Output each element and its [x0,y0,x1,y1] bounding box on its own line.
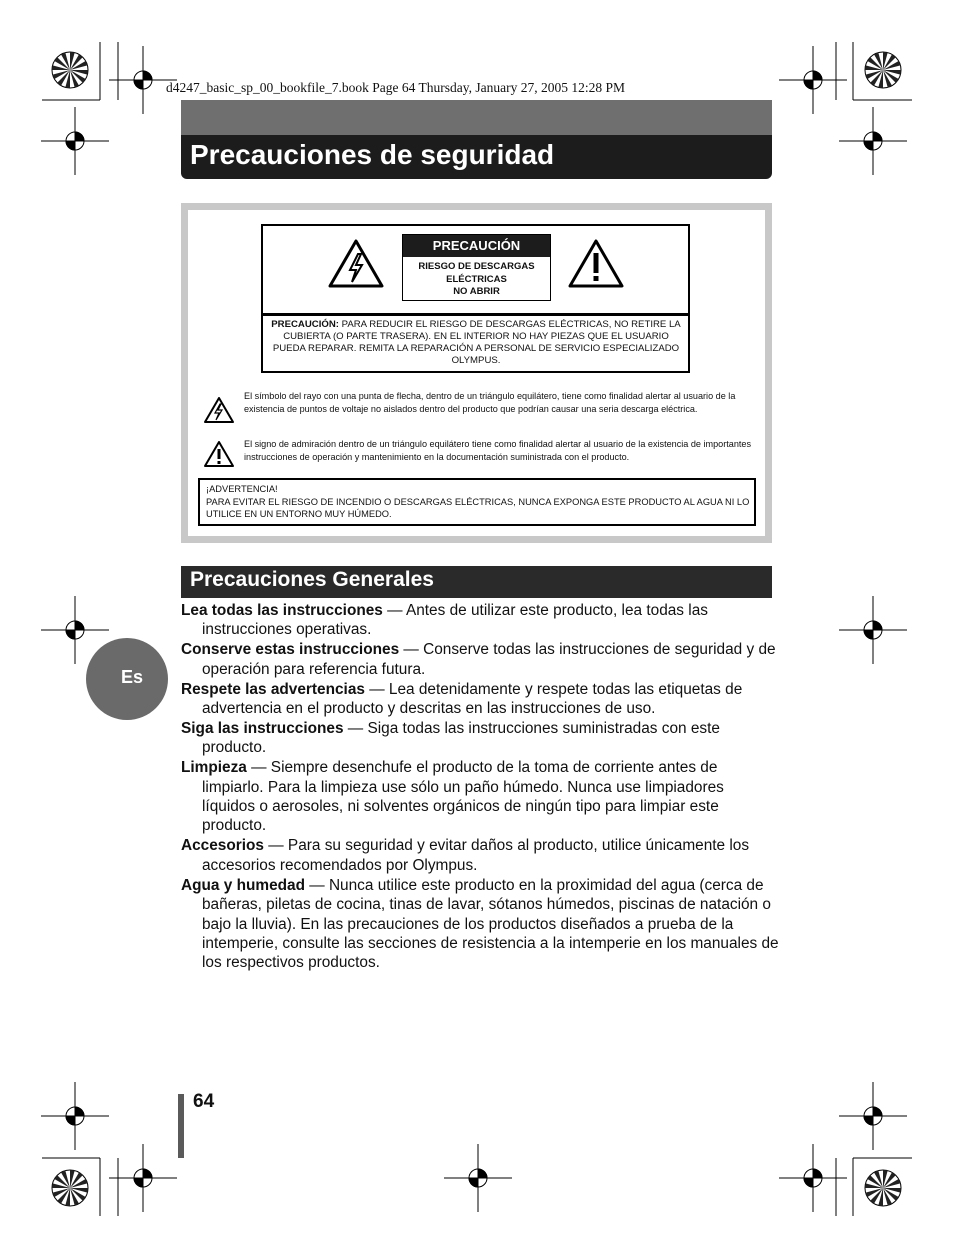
caution-label-text [403,261,550,299]
registration-crosshair-icon [779,1144,847,1212]
exclamation-symbol-icon [203,440,235,468]
caution-statement [266,319,686,367]
item-text: — Lea detenidamente y respete todas las etiquetas de advertencia en el producto y descritas en las instrucciones de uso. [202,680,743,718]
caution-divider [263,313,688,316]
item-term: Lea todas las instrucciones [181,602,383,619]
warning-text [206,483,751,521]
lightning-symbol-icon [203,396,235,424]
item-term: Conserve estas instrucciones [181,641,400,659]
registration-crosshair-icon [109,1144,177,1212]
color-registration-starburst-icon [865,1170,901,1206]
exclamation-warning-icon [568,238,624,288]
registration-crosshair-icon [839,1082,907,1150]
item-text: — Siga todas las instrucciones suministradas con este producto. [202,719,720,757]
registration-crosshair-icon [444,1144,512,1212]
registration-crosshair-icon [779,46,847,114]
caution-lead: PRECAUCIÓN: [271,319,339,330]
registration-crosshair-icon [839,107,907,175]
color-registration-starburst-icon [865,52,901,88]
label-line: RIESGO DE DESCARGAS [418,261,535,272]
lightning-symbol-description: El símbolo del rayo con una punta de flecha, dentro de un triángulo equilátero, tiene como finalidad alertar al usuario de la existencia de puntos de voltaje no aislados dentro del producto que podrían causar una seria descarga eléctrica. [244,391,736,414]
item-term: Siga las instrucciones [181,719,344,737]
lightning-warning-icon [328,238,384,288]
warning-body: PARA EVITAR EL RIESGO DE INCENDIO O DESCARGAS ELÉCTRICAS, NUNCA EXPONGA ESTE PRODUCTO AL AGUA NI LO UTILICE EN UN ENTORNO MUY HÚMEDO. [206,496,750,519]
color-registration-starburst-icon [52,1170,88,1206]
precautions-list [181,601,781,973]
item-text: — Nunca utilice este producto en la proximidad del agua (cerca de bañeras, piletas de cocina, tinas de lavar, sótanos húmedos, piscinas de natación o bajo la lluvia). En las precauciones de los productos diseñados a prueba de la intemperie, consulte las secciones de resistencia a la intemperie en los manuales de los respectivos productos. [202,876,779,972]
warning-heading: ¡ADVERTENCIA! [206,484,278,494]
book-file-info: d4247_basic_sp_00_bookfile_7.book Page 64 Thursday, January 27, 2005 12:28 PM [166,80,625,95]
exclamation-symbol-description: El signo de admiración dentro de un triángulo equilátero tiene como finalidad alertar al usuario de la existencia de importantes instrucciones de operación y mantenimiento en la documentación suministrada con el producto. [244,439,752,462]
page-number: 64 [193,1091,215,1112]
list-item [181,836,781,875]
registration-crosshair-icon [839,596,907,664]
registration-crosshair-icon [41,1082,109,1150]
page-title: Precauciones de seguridad [190,139,555,170]
caution-label-heading: PRECAUCIÓN [403,235,550,257]
item-term: Agua y humedad [181,876,305,894]
color-registration-starburst-icon [52,52,88,88]
section-title: Precauciones Generales [190,568,434,591]
item-text: — Antes de utilizar este producto, lea todas las instrucciones operativas. [202,602,708,639]
item-term: Limpieza [181,759,247,777]
list-item [181,758,781,836]
list-item [181,876,781,973]
page-number-bar [178,1094,184,1158]
list-item [181,640,781,679]
header-band [181,100,772,136]
caution-body: PARA REDUCIR EL RIESGO DE DESCARGAS ELÉCTRICAS, NO RETIRE LA CUBIERTA (O PARTE TRASERA). EN EL INTERIOR NO HAY PIEZAS QUE EL USUARIO PUEDA REPARAR. REMITA LA REPARACIÓN A PERSONAL DE SERVICIO ESPECIALIZADO OLYMPUS. [272,319,681,366]
list-item [181,601,781,640]
item-text: — Para su seguridad y evitar daños al producto, utilice únicamente los accesorios recomendados por Olympus. [202,837,750,874]
label-line: NO ABRIR [453,286,500,297]
item-text: — Siempre desenchufe el producto de la toma de corriente antes de limpiarlo. Para la limpieza use sólo un paño húmedo. Nunca use limpiadores líquidos o aerosoles, ni solventes orgánicos de ningún tipo para limpiar este producto. [202,759,724,835]
registration-crosshair-icon [41,107,109,175]
label-line: ELÉCTRICAS [446,273,507,285]
list-item [181,719,781,758]
language-tab-label: Es [120,667,144,687]
item-term: Accesorios [181,837,264,855]
item-term: Respete las advertencias [181,680,365,698]
item-text: — Conserve todas las instrucciones de seguridad y de operación para referencia futura. [202,641,776,678]
list-item [181,680,781,719]
